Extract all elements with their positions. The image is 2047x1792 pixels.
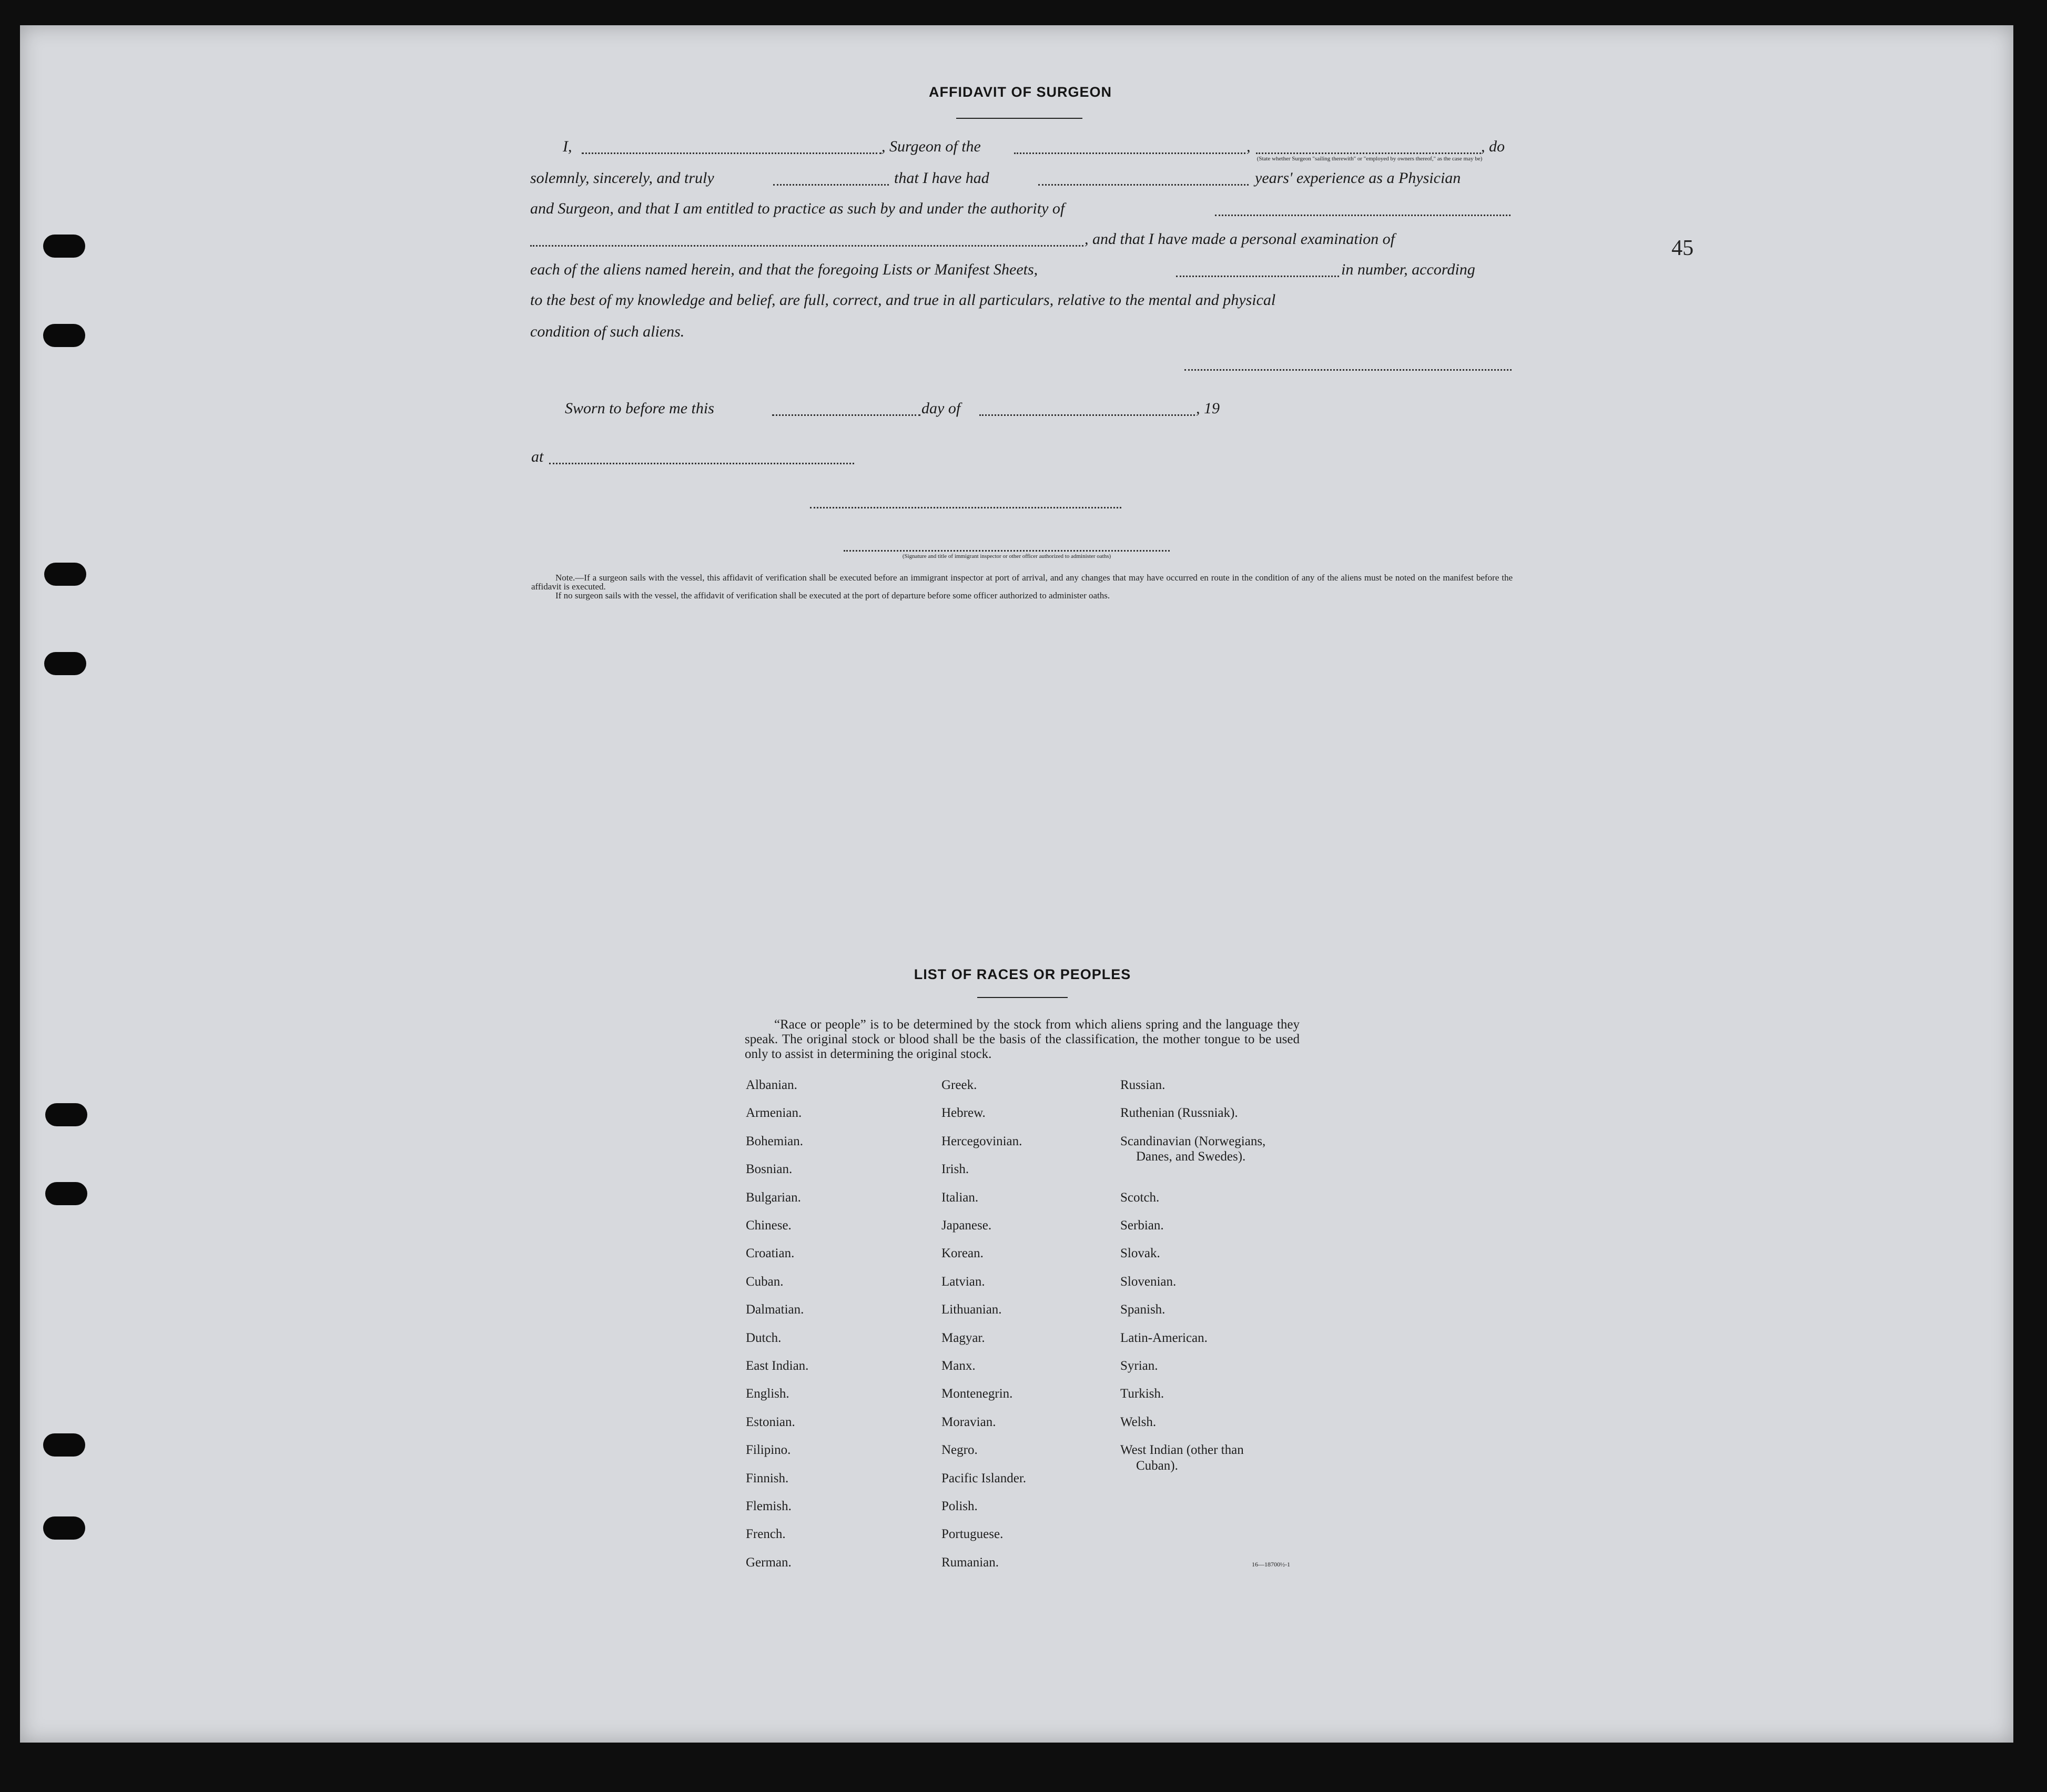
race-entry: Montenegrin. — [941, 1387, 1013, 1401]
aff-text: , do — [1481, 138, 1505, 155]
race-entry: Turkish. — [1120, 1387, 1164, 1401]
race-entry: Bohemian. — [746, 1134, 804, 1148]
race-entry: Negro. — [941, 1443, 978, 1458]
oath-field[interactable] — [773, 172, 889, 186]
page-number: 45 — [1671, 236, 1694, 260]
race-entry: Flemish. — [746, 1499, 792, 1513]
race-entry: Italian. — [941, 1190, 979, 1205]
race-entry: Slovenian. — [1120, 1274, 1177, 1289]
race-entry: Japanese. — [941, 1218, 992, 1233]
race-entry: Bulgarian. — [746, 1190, 801, 1205]
races-title: LIST OF RACES OR PEOPLES — [914, 966, 1131, 982]
aff-text: , Surgeon of the — [881, 138, 981, 155]
note-block — [531, 573, 1513, 600]
binder-hole — [43, 1516, 85, 1540]
race-entry: Danes, and Swedes). — [1136, 1149, 1246, 1164]
binder-hole — [44, 563, 86, 586]
race-entry: Estonian. — [746, 1414, 795, 1429]
aff-text: at — [531, 448, 544, 465]
race-entry: Croatian. — [746, 1246, 795, 1261]
race-entry: Polish. — [941, 1499, 978, 1513]
signature-caption: (Signature and title of immigrant inspector or other officer authorized to administer oaths) — [902, 553, 1111, 559]
race-entry: Dalmatian. — [746, 1302, 804, 1317]
race-entry: Scandinavian (Norwegians, — [1120, 1134, 1266, 1148]
race-entry: German. — [746, 1555, 792, 1570]
race-entry: Dutch. — [746, 1330, 782, 1345]
race-entry: Armenian. — [746, 1106, 802, 1121]
binder-hole — [44, 652, 86, 675]
vessel-name-field[interactable] — [1014, 141, 1245, 154]
title-underline — [956, 118, 1082, 119]
race-entry: Pacific Islander. — [941, 1471, 1027, 1485]
surgeon-signature-line[interactable] — [1184, 358, 1512, 371]
race-entry: Latin-American. — [1120, 1330, 1208, 1345]
race-entry: Portuguese. — [941, 1527, 1004, 1542]
race-entry: Moravian. — [941, 1414, 996, 1429]
surgeon-name-field[interactable] — [582, 141, 881, 154]
race-entry: Cuban. — [746, 1274, 784, 1289]
race-entry: Welsh. — [1120, 1414, 1157, 1429]
aff-text: each of the aliens named herein, and that the foregoing Lists or Manifest Sheets, — [530, 261, 1038, 278]
aff-text: , and that I have made a personal examination of — [1085, 230, 1395, 248]
race-entry: Scotch. — [1120, 1190, 1160, 1205]
race-entry: Irish. — [941, 1162, 969, 1177]
aff-text: in number, according — [1341, 261, 1475, 278]
form-number: 16—18700½-1 — [1252, 1561, 1290, 1568]
aff-text: Sworn to before me this — [565, 400, 714, 417]
aff-text: I, — [563, 138, 572, 155]
race-entry: Ruthenian (Russniak). — [1120, 1106, 1238, 1121]
races-intro: “Race or people” is to be determined by the stock from which aliens spring and the language they speak. The original stock or blood shall be the basis of the classification, the mother tongue to be used only to assist in determining the original stock. — [745, 1017, 1300, 1061]
aff-text: that I have had — [894, 169, 989, 187]
aff-text: and Surgeon, and that I am entitled to practice as such by and under the authority of — [530, 200, 1065, 217]
race-entry: Syrian. — [1120, 1359, 1158, 1373]
race-entry: Rumanian. — [941, 1555, 999, 1570]
aff-text: , 19 — [1196, 400, 1220, 417]
binder-hole — [43, 324, 85, 347]
race-entry: Hercegovinian. — [941, 1134, 1022, 1148]
race-entry: Magyar. — [941, 1330, 985, 1345]
sworn-place-field[interactable] — [549, 451, 854, 464]
race-entry: English. — [746, 1387, 789, 1401]
race-entry: Russian. — [1120, 1078, 1166, 1092]
surgeon-status-field[interactable] — [1256, 141, 1481, 154]
races-title-underline — [977, 997, 1068, 998]
race-entry: Bosnian. — [746, 1162, 793, 1177]
race-entry: Hebrew. — [941, 1106, 986, 1121]
race-entry: Manx. — [941, 1359, 976, 1373]
aff-text: solemnly, sincerely, and truly — [530, 169, 714, 187]
binder-hole — [45, 1182, 87, 1205]
note-paragraph: If no surgeon sails with the vessel, the affidavit of verification shall be executed at the port of departure before some officer authorized to administer oaths. — [555, 590, 1110, 600]
authority-field[interactable] — [1215, 203, 1511, 216]
aff-text: day of — [921, 400, 961, 417]
binder-hole — [43, 1433, 85, 1457]
inspector-signature-line[interactable] — [844, 538, 1170, 552]
race-entry: Greek. — [941, 1078, 977, 1092]
race-entry: Chinese. — [746, 1218, 792, 1233]
race-entry: Cuban). — [1136, 1458, 1178, 1473]
race-entry: East Indian. — [746, 1359, 809, 1373]
race-entry: Lithuanian. — [941, 1302, 1002, 1317]
affidavit-title: AFFIDAVIT OF SURGEON — [929, 84, 1112, 100]
race-entry: Filipino. — [746, 1443, 791, 1458]
race-entry: Korean. — [941, 1246, 984, 1261]
race-entry: West Indian (other than — [1120, 1443, 1244, 1458]
vessel-note: (State whether Surgeon "sailing therewith" or "employed by owners thereof," as the case may be) — [1256, 156, 1483, 162]
race-entry: Albanian. — [746, 1078, 797, 1092]
aff-text: condition of such aliens. — [530, 323, 685, 340]
aff-text: years' experience as a Physician — [1255, 169, 1461, 187]
official-signature-line[interactable] — [810, 495, 1121, 508]
sheet-count-field[interactable] — [1176, 264, 1339, 277]
note-paragraph: Note.—If a surgeon sails with the vessel, this affidavit of verification shall be executed before an immigrant inspector at port of arrival, and any changes that may have occurred en route in the condition of any of the aliens must be noted on the manifest before the affidavit is executed. — [531, 573, 1513, 592]
sworn-month-field[interactable] — [979, 403, 1195, 416]
sworn-day-field[interactable] — [772, 403, 920, 416]
binder-hole — [45, 1103, 87, 1126]
race-entry: French. — [746, 1527, 786, 1542]
race-entry: Finnish. — [746, 1471, 789, 1485]
aff-text: , — [1247, 138, 1251, 155]
years-field[interactable] — [1038, 172, 1249, 186]
race-entry: Latvian. — [941, 1274, 985, 1289]
authority-field-continued[interactable] — [530, 233, 1083, 247]
race-entry: Spanish. — [1120, 1302, 1166, 1317]
aff-text: to the best of my knowledge and belief, are full, correct, and true in all particulars, relative to the mental and physical — [530, 291, 1276, 309]
race-entry: Slovak. — [1120, 1246, 1160, 1261]
binder-hole — [43, 235, 85, 258]
race-entry: Serbian. — [1120, 1218, 1164, 1233]
